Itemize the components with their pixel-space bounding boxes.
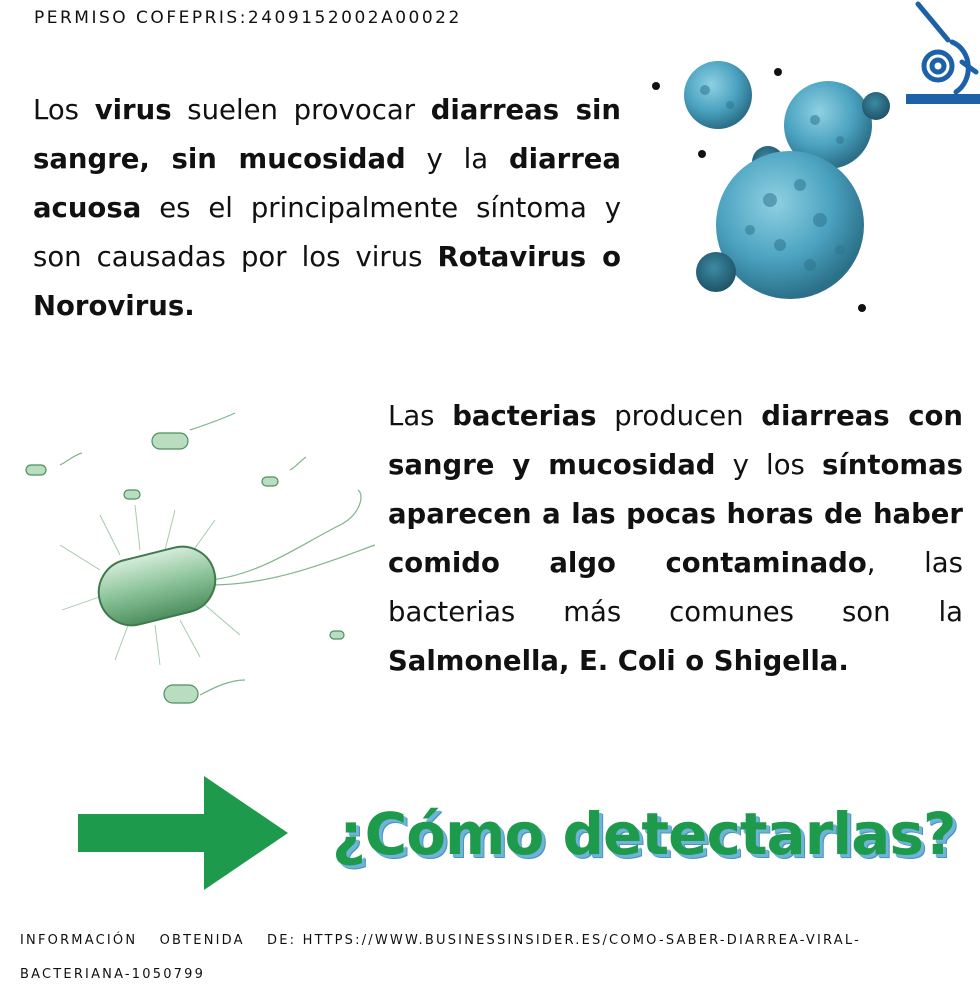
virus-illustration bbox=[640, 50, 900, 330]
source-footer bbox=[20, 924, 970, 992]
source-url: HTTPS://WWW.BUSINESSINSIDER.ES/COMO-SABER-DIARREA-VIRAL-BACTERIANA-1050799 bbox=[20, 933, 861, 982]
microscope-icon bbox=[904, 0, 980, 110]
how-to-detect-heading: ¿Cómo detectarlas? bbox=[332, 800, 956, 868]
virus-paragraph: Los virus suelen provocar diarreas sin sangre, sin mucosidad y la diarrea acuosa es el principalmente síntoma y son causadas por los virus Rotavirus o Norovirus. bbox=[33, 94, 621, 322]
source-label: INFORMACIÓN OBTENIDA DE: bbox=[20, 933, 297, 948]
bacteria-illustration bbox=[0, 395, 380, 725]
bacteria-paragraph: Las bacterias producen diarreas con sangre y mucosidad y los síntomas aparecen a las pocas horas de haber comido algo contaminado, las bacterias más comunes son la Salmonella, E. Coli o Shigella. bbox=[388, 400, 964, 677]
arrow-right-icon bbox=[78, 776, 288, 890]
permit-label: PERMISO COFEPRIS:2409152002A00022 bbox=[34, 8, 462, 28]
